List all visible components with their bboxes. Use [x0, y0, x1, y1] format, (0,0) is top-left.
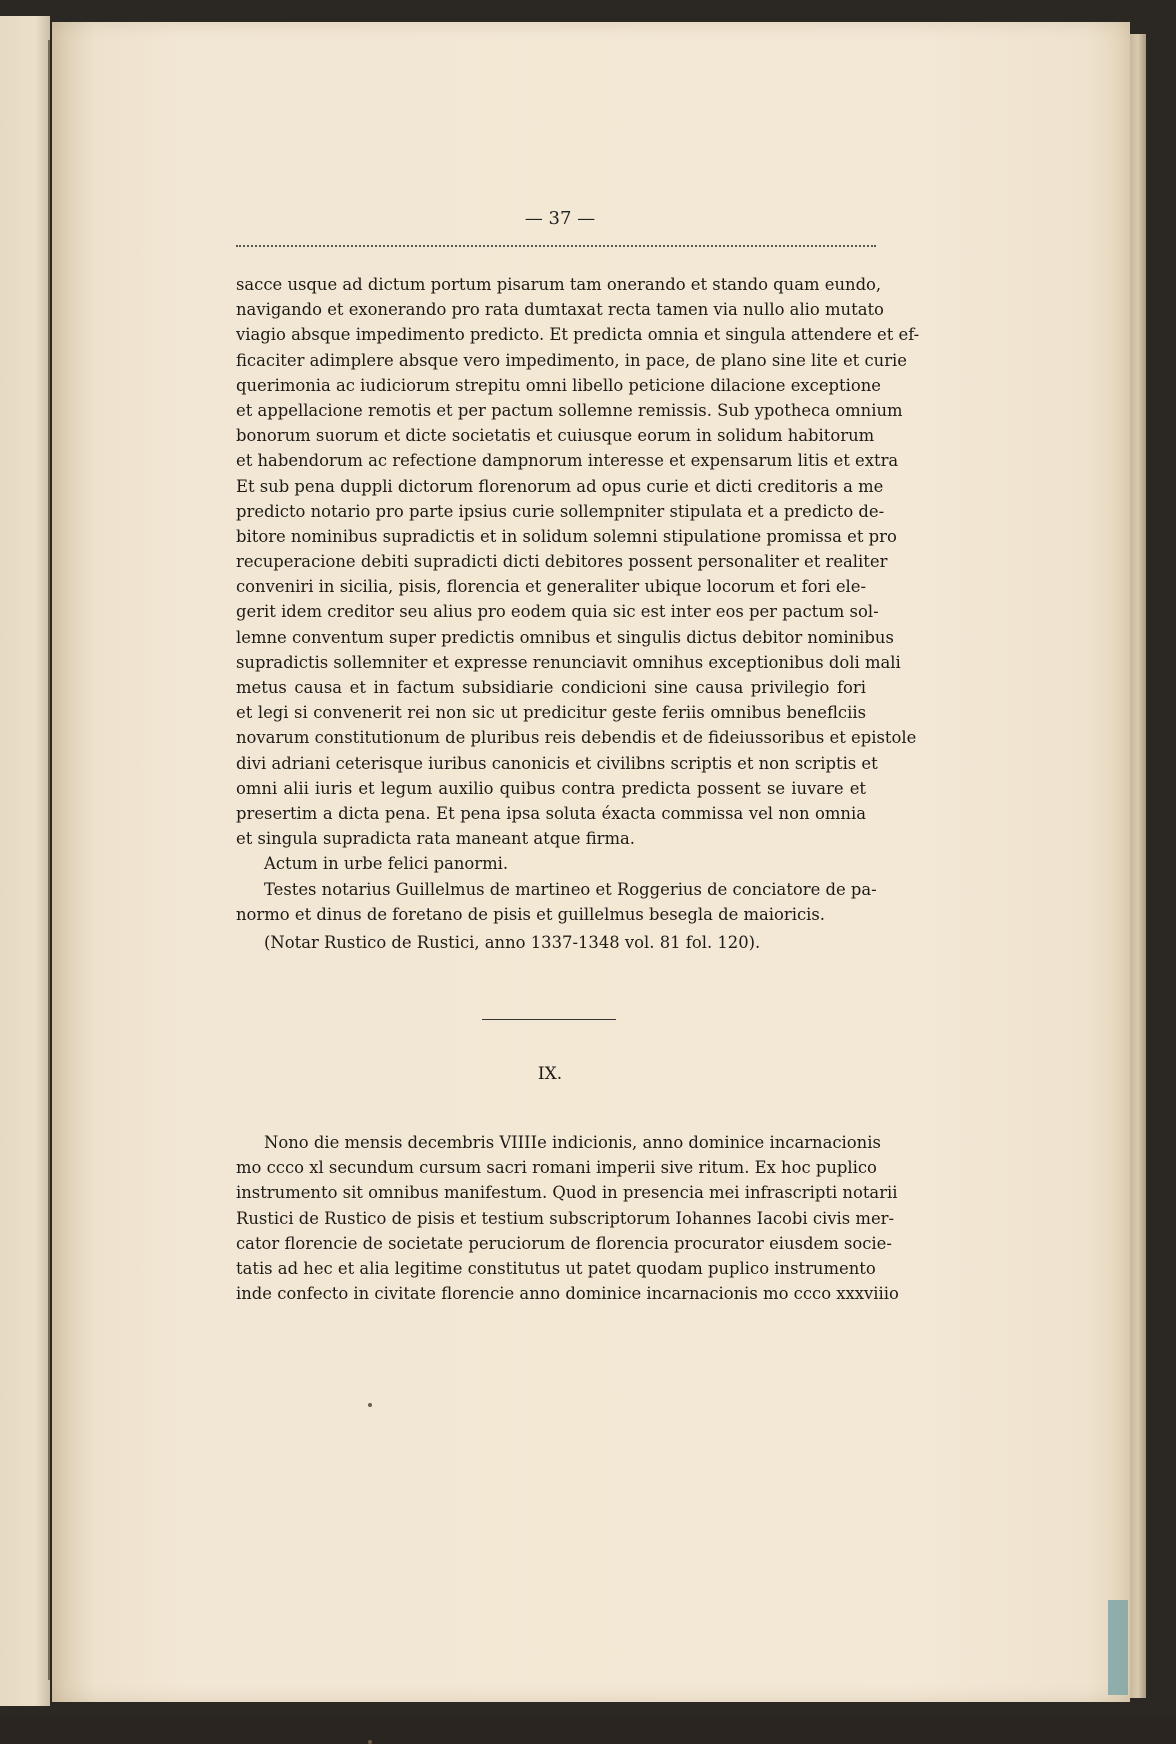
text-line: lemne conventum super predictis omnibus et singulis dictus debitor nominibus	[236, 627, 894, 647]
text-line: et appellacione remotis et per pactum sollemne remissis. Sub ypotheca omnium	[236, 400, 903, 420]
document-body-section-ix	[236, 1130, 899, 1306]
previous-page-edge	[0, 16, 50, 1706]
text-line: et habendorum ac refectione dampnorum interesse et expensarum litis et extra	[236, 451, 899, 471]
section-heading: IX.	[537, 1064, 563, 1084]
text-line: tatis ad hec et alia legitime constitutus ut patet quodam puplico instrumento	[236, 1258, 876, 1278]
section-separator-rule	[482, 1019, 616, 1020]
witnesses-line: normo et dinus de foretano de pisis et guillelmus besegla de maioricis.	[236, 904, 826, 924]
text-line: et singula supradicta rata maneant atque firma.	[236, 829, 636, 849]
text-line: bitore nominibus supradictis et in solidum solemni stipulatione promissa et pro	[236, 526, 897, 546]
text-line: querimonia ac iudiciorum strepitu omni libello peticione dilacione exceptione	[236, 375, 881, 395]
text-line: recuperacione debiti supradicti dicti debitores possent personaliter et realiter	[236, 552, 888, 572]
text-line: bonorum suorum et dicte societatis et cuiusque eorum in solidum habitorum	[236, 426, 875, 446]
text-line: sacce usque ad dictum portum pisarum tam onerando et stando quam eundo,	[236, 275, 882, 294]
text-line: viagio absque impedimento predicto. Et predicta omnia et singula attendere et ef-	[236, 325, 920, 345]
page-stack-edge	[1130, 34, 1146, 1698]
text-line: novarum constitutionum de pluribus reis debendis et de fideiussoribus et epistole	[236, 728, 917, 748]
text-line: gerit idem creditor seu alius pro eodem quia sic est inter eos per pactum sol-	[236, 602, 879, 622]
paper-speck	[368, 1740, 372, 1744]
text-line: Et sub pena duppli dictorum florenorum ad opus curie et dicti creditoris a me	[236, 476, 884, 496]
witnesses-line: Testes notarius Guillelmus de martineo et Roggerius de conciatore de pa-	[264, 879, 877, 899]
color-tab-marker	[1108, 1600, 1128, 1695]
archival-citation: (Notar Rustico de Rustici, anno 1337-1348 vol. 81 fol. 120).	[264, 933, 761, 952]
text-line: cator florencie de societate peruciorum de florencia procurator eiusdem socie-	[236, 1233, 892, 1253]
text-line: Rustici de Rustico de pisis et testium subscriptorum Iohannes Iacobi civis mer-	[236, 1208, 895, 1228]
header-dotted-rule	[236, 245, 876, 247]
text-line: conveniri in sicilia, pisis, florencia et generaliter ubique locorum et fori ele-	[236, 577, 866, 597]
actum-line: Actum in urbe felici panormi.	[264, 854, 509, 874]
page-number: — 37 —	[524, 208, 596, 229]
text-line: divi adriani ceterisque iuribus canonicis et civilibns scriptis et non scriptis et	[236, 753, 878, 773]
paper-speck	[368, 1403, 372, 1407]
text-line: presertim a dicta pena. Et pena ipsa soluta éxacta commissa vel non omnia	[236, 803, 866, 823]
text-line: supradictis sollemniter et expresse renunciavit omnihus exceptionibus doli mali	[236, 652, 901, 672]
text-line: instrumento sit omnibus manifestum. Quod in presencia mei infrascripti notarii	[236, 1183, 898, 1203]
text-line: inde confecto in civitate florencie anno dominice incarnacionis mo ccco xxxviiio	[236, 1284, 899, 1304]
text-line: et legi si convenerit rei non sic ut predicitur geste feriis omnibus beneflciis	[236, 703, 866, 723]
text-line: predicto notario pro parte ipsius curie sollempniter stipulata et a predicto de-	[236, 501, 885, 521]
document-body	[236, 272, 920, 927]
binding-gutter	[48, 40, 50, 1680]
text-line: Nono die mensis decembris VIIIIe indicionis, anno dominice incarnacionis	[264, 1133, 881, 1152]
text-line: navigando et exonerando pro rata dumtaxat recta tamen via nullo alio mutato	[236, 300, 884, 320]
text-line: mo ccco xl secundum cursum sacri romani imperii sive ritum. Ex hoc puplico	[236, 1158, 877, 1178]
text-line: omni alii iuris et legum auxilio quibus contra predicta possent se iuvare et	[236, 778, 866, 798]
text-line: ficaciter adimplere absque vero impedimento, in pace, de plano sine lite et curie	[236, 350, 907, 370]
text-line: metus causa et in factum subsidiarie condicioni sine causa privilegio fori	[236, 678, 866, 697]
